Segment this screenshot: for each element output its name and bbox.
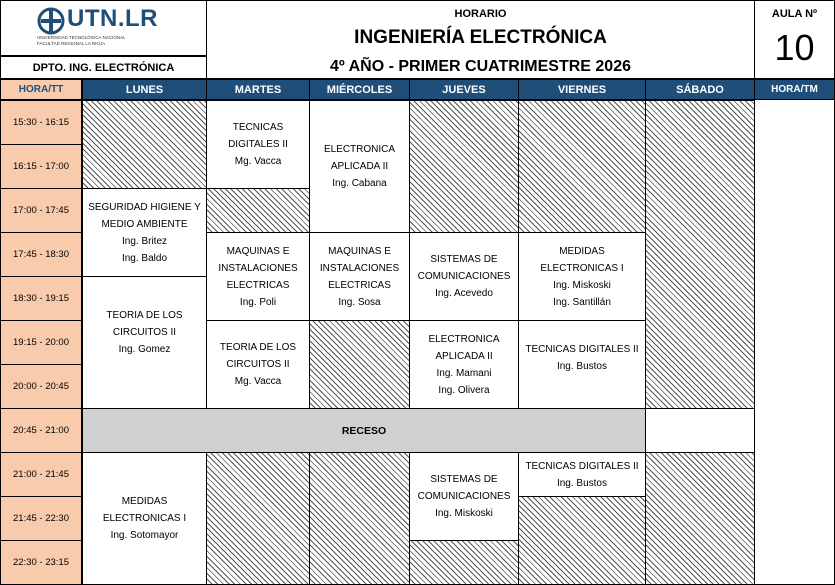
subject-line: TECNICAS DIGITALES II	[525, 343, 639, 355]
hour-cell: 21:45 - 22:30	[0, 496, 82, 541]
class-block	[82, 188, 207, 277]
subject-line: MAQUINAS E	[226, 245, 290, 257]
subject-line: APLICADA II	[435, 350, 493, 362]
teacher-name: Ing. Gomez	[118, 344, 171, 355]
class-block	[518, 232, 646, 321]
logo-text: UTN.LR	[67, 5, 158, 32]
teacher-name: Ing. Sosa	[338, 296, 381, 308]
hour-cell: 17:45 - 18:30	[0, 232, 82, 277]
teacher-name: Ing. Bustos	[556, 360, 607, 372]
subject-line: TECNICAS DIGITALES II	[525, 460, 639, 472]
teacher-name: Ing. Miskoski	[435, 508, 493, 519]
empty-slot	[409, 100, 519, 233]
teacher-name: Ing. Cabana	[332, 178, 387, 189]
empty-slot	[518, 496, 646, 585]
hour-cell: 21:00 - 21:45	[0, 452, 82, 497]
subject-line: APLICADA II	[330, 161, 389, 172]
teacher-name: Mg. Vacca	[234, 156, 282, 167]
subject-line: SISTEMAS DE	[430, 254, 498, 265]
hour-cell: 22:30 - 23:15	[0, 540, 82, 585]
page-subtitle: 4º AÑO - PRIMER CUATRIMESTRE 2026	[330, 58, 631, 75]
class-block	[518, 452, 646, 497]
class-block	[409, 452, 519, 541]
hour-cell: 16:15 - 17:00	[0, 144, 82, 189]
subject-line: TEORIA DE LOS	[106, 310, 183, 321]
empty-slot	[82, 100, 207, 189]
subject-line: ELECTRONICAS I	[102, 513, 187, 524]
hora-tm-column	[754, 99, 835, 585]
subject-line: MEDIDAS	[121, 496, 168, 507]
subject-line: MEDIO AMBIENTE	[101, 218, 188, 230]
hour-cell: 17:00 - 17:45	[0, 188, 82, 233]
subject-line: INSTALACIONES	[319, 262, 400, 274]
empty-slot	[409, 540, 519, 585]
empty-slot	[309, 452, 410, 585]
class-block	[82, 452, 207, 585]
hour-cell: 18:30 - 19:15	[0, 276, 82, 321]
subject-line: ELECTRONICA	[323, 144, 396, 155]
hour-cell: 19:15 - 20:00	[0, 320, 82, 365]
col-sabado: SÁBADO	[645, 79, 755, 100]
teacher-name: Ing. Baldo	[121, 252, 168, 264]
empty-slot	[645, 452, 755, 585]
class-block	[206, 100, 310, 189]
subject-line: SISTEMAS DE	[430, 474, 498, 485]
col-hora-tm: HORA/TM	[754, 79, 835, 100]
teacher-name: Ing. Miskoski	[553, 279, 611, 291]
subject-line: TECNICAS	[232, 122, 284, 133]
class-block	[518, 320, 646, 409]
teacher-name: Ing. Olivera	[438, 384, 490, 396]
teacher-name: Mg. Vacca	[234, 376, 282, 387]
class-block	[309, 232, 410, 321]
utn-logo-icon	[37, 7, 65, 35]
subject-line: INSTALACIONES	[218, 262, 298, 274]
class-block	[409, 232, 519, 321]
aula-label: AULA Nº	[771, 8, 818, 20]
subject-line: ELECTRONICAS I	[540, 262, 624, 274]
title-box	[206, 0, 755, 79]
subject-line: COMUNICACIONES	[417, 491, 511, 502]
teacher-name: Ing. Mamani	[436, 367, 492, 379]
subject-line: MAQUINAS E	[328, 245, 391, 257]
col-hora-tt: HORA/TT	[0, 79, 82, 100]
subject-line: CIRCUITOS II	[226, 359, 290, 370]
teacher-name: Ing. Acevedo	[435, 288, 493, 299]
subject-line: TEORIA DE LOS	[219, 342, 297, 353]
teacher-name: Ing. Britez	[121, 235, 168, 247]
col-lunes: LUNES	[82, 79, 207, 100]
aula-box	[754, 0, 835, 79]
subject-line: DIGITALES II	[228, 139, 288, 150]
empty-slot	[309, 320, 410, 409]
teacher-name: Ing. Sotomayor	[110, 530, 179, 541]
subject-line: COMUNICACIONES	[417, 271, 511, 282]
schedule-label: HORARIO	[454, 8, 507, 20]
hour-cell: 20:00 - 20:45	[0, 364, 82, 409]
col-martes: MARTES	[206, 79, 310, 100]
col-viernes: VIERNES	[518, 79, 646, 100]
hour-cell: 20:45 - 21:00	[0, 408, 82, 453]
recess-bar: RECESO	[82, 408, 646, 453]
subject-line: ELECTRICAS	[328, 279, 391, 291]
class-block	[82, 276, 207, 409]
subject-line: SEGURIDAD HIGIENE Y	[88, 201, 201, 213]
department-label: DPTO. ING. ELECTRÓNICA	[0, 56, 207, 79]
hour-cell: 15:30 - 16:15	[0, 100, 82, 145]
teacher-name: Ing. Bustos	[556, 477, 607, 489]
logo-box	[0, 0, 207, 56]
empty-slot	[645, 100, 755, 409]
logo-sub-1: UNIVERSIDAD TECNOLÓGICA NACIONAL	[37, 35, 126, 40]
empty-slot	[206, 188, 310, 233]
logo-sub-2: FACULTAD REGIONAL LA RIOJA	[37, 41, 106, 46]
subject-line: CIRCUITOS II	[112, 327, 177, 338]
teacher-name: Ing. Poli	[239, 296, 277, 308]
subject-line: ELECTRICAS	[226, 279, 290, 291]
col-jueves: JUEVES	[409, 79, 519, 100]
subject-line: ELECTRONICA	[428, 333, 500, 345]
col-miercoles: MIÉRCOLES	[309, 79, 410, 100]
subject-line: MEDIDAS	[559, 245, 605, 257]
empty-slot	[518, 100, 646, 233]
class-block	[309, 100, 410, 233]
page-title: INGENIERÍA ELECTRÓNICA	[354, 27, 607, 48]
teacher-name: Ing. Santillán	[553, 296, 611, 308]
class-block	[206, 320, 310, 409]
aula-number: 10	[774, 27, 815, 68]
class-block	[409, 320, 519, 409]
class-block	[206, 232, 310, 321]
empty-slot	[206, 452, 310, 585]
